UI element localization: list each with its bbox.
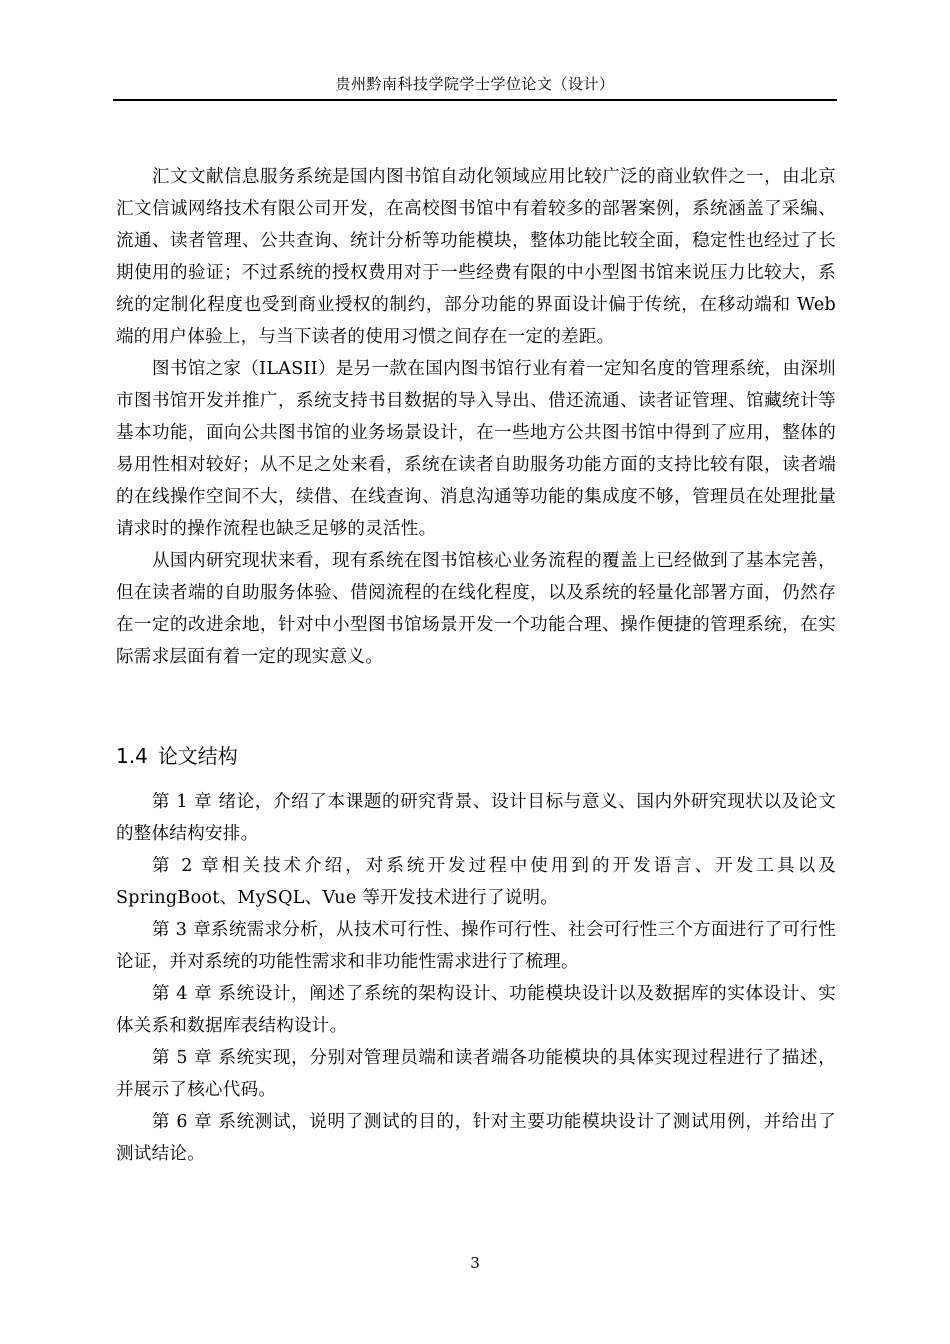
chapter-summary: 第 4 章 系统设计，阐述了系统的架构设计、功能模块设计以及数据库的实体设计、实体关系和数据库表结构设计。 xyxy=(116,984,836,1036)
header-rule xyxy=(113,99,837,101)
section-title: 论文结构 xyxy=(157,744,238,768)
chapter-summary: 第 5 章 系统实现，分别对管理员端和读者端各功能模块的具体实现过程进行了描述，并展示了核心代码。 xyxy=(116,1048,836,1100)
chapter-summary: 第 3 章系统需求分析，从技术可行性、操作可行性、社会可行性三个方面进行了可行性论证，并对系统的功能性需求和非功能性需求进行了梳理。 xyxy=(116,920,836,972)
chapter-list xyxy=(116,786,836,1170)
running-header: 贵州黔南科技学院学士学位论文（设计） xyxy=(335,75,615,93)
section-heading xyxy=(116,742,238,770)
chapter-summary: 第 1 章 绪论，介绍了本课题的研究背景、设计目标与意义、国内外研究现状以及论文的整体结构安排。 xyxy=(116,792,836,844)
chapter-summary: 第 6 章 系统测试，说明了测试的目的，针对主要功能模块设计了测试用例，并给出了测试结论。 xyxy=(116,1112,836,1164)
chapter-summary: 第 2 章相关技术介绍，对系统开发过程中使用到的开发语言、开发工具以及 SpringBoot、MySQL、Vue 等开发技术进行了说明。 xyxy=(116,856,836,908)
body-text xyxy=(116,161,836,673)
paragraph: 图书馆之家（ILASII）是另一款在国内图书馆行业有着一定知名度的管理系统，由深圳市图书馆开发并推广，系统支持书目数据的导入导出、借还流通、读者证管理、馆藏统计等基本功能，面向公共图书馆的业务场景设计，在一些地方公共图书馆中得到了应用，整体的易用性相对较好；从不足之处来看，系统在读者自助服务功能方面的支持比较有限，读者端的在线操作空间不大，续借、在线查询、消息沟通等功能的集成度不够，管理员在处理批量请求时的操作流程也缺乏足够的灵活性。 xyxy=(116,359,836,539)
section-number: 1.4 xyxy=(116,744,148,768)
paragraph: 汇文文献信息服务系统是国内图书馆自动化领域应用比较广泛的商业软件之一，由北京汇文信诚网络技术有限公司开发，在高校图书馆中有着较多的部署案例，系统涵盖了采编、流通、读者管理、公共查询、统计分析等功能模块，整体功能比较全面，稳定性也经过了长期使用的验证；不过系统的授权费用对于一些经费有限的中小型图书馆来说压力比较大，系统的定制化程度也受到商业授权的制约，部分功能的界面设计偏于传统，在移动端和 Web 端的用户体验上，与当下读者的使用习惯之间存在一定的差距。 xyxy=(116,167,836,347)
paragraph: 从国内研究现状来看，现有系统在图书馆核心业务流程的覆盖上已经做到了基本完善，但在读者端的自助服务体验、借阅流程的在线化程度，以及系统的轻量化部署方面，仍然存在一定的改进余地，针对中小型图书馆场景开发一个功能合理、操作便捷的管理系统，在实际需求层面有着一定的现实意义。 xyxy=(116,551,836,667)
page-number: 3 xyxy=(470,1254,480,1272)
